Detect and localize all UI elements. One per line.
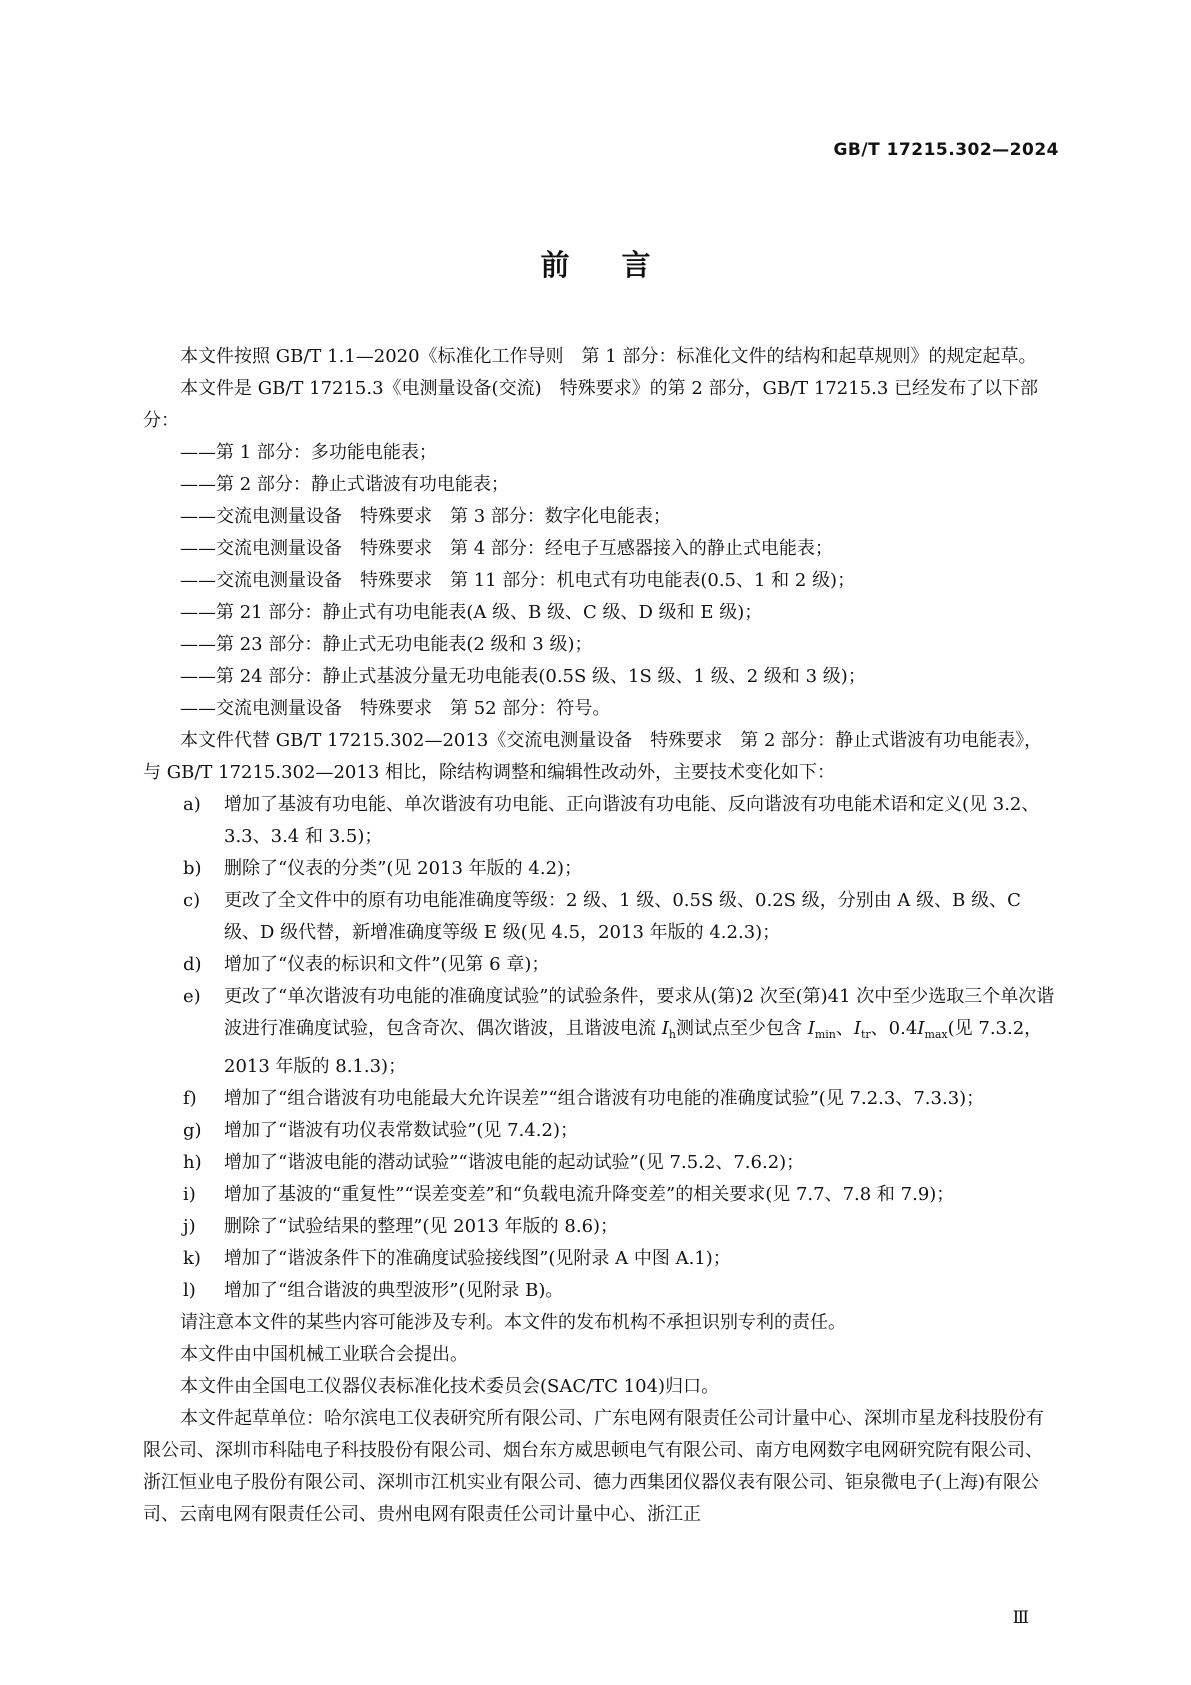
change-item: [143, 1147, 1057, 1179]
change-text: 增加了“谐波电能的潜动试验”“谐波电能的起动试验”(见 7.5.2、7.6.2)；: [224, 1152, 805, 1173]
change-label: l): [183, 1280, 196, 1301]
separator: 、0.4: [870, 1018, 918, 1039]
list-item-part: ——第 1 部分：多功能电能表；: [180, 442, 437, 463]
paragraph-patent-notice: 请注意本文件的某些内容可能涉及专利。本文件的发布机构不承担识别专利的责任。: [180, 1312, 846, 1333]
paragraph-proposer: 本文件由中国机械工业联合会提出。: [180, 1344, 468, 1365]
change-item: [143, 1275, 1057, 1307]
change-text: [224, 981, 1057, 1083]
change-e-text-c: (见 7.3.2，2013 年版的 8.1.3)；: [224, 1018, 1043, 1077]
change-item: [143, 1115, 1057, 1147]
paragraph-drafting-units: 本文件起草单位：哈尔滨电工仪表研究所有限公司、广东电网有限责任公司计量中心、深圳市星龙科技股份有限公司、深圳市科陆电子科技股份有限公司、烟台东方威思顿电气有限公司、南方电网数字电网研究院有限公司、浙江恒业电子股份有限公司、深圳市江机实业有限公司、德力西集团仪器仪表有限公司、钜泉微电子(上海)有限公司、云南电网有限责任公司、贵州电网有限责任公司计量中心、浙江正: [143, 1408, 1044, 1525]
document-body: [143, 341, 1057, 1531]
change-text: 更改了全文件中的原有功电能准确度等级：2 级、1 级、0.5S 级、0.2S 级，分别由 A 级、B 级、C 级、D 级代替，新增准确度等级 E 级(见 4.5，2013 年版的 4.2.3)；: [224, 890, 1021, 943]
change-label: h): [183, 1152, 202, 1173]
change-item: [143, 1243, 1057, 1275]
change-label: i): [183, 1184, 196, 1205]
list-item-part: ——第 2 部分：静止式谐波有功电能表；: [180, 474, 509, 495]
change-e-text-a: 更改了“单次谐波有功电能的准确度试验”的试验条件，要求从(第)2 次至(第)41 次中至少选取三个单次谐波进行准确度试验，包含奇次、偶次谐波，且谐波电流: [224, 986, 1055, 1039]
standard-number: GB/T 17215.302—2024: [833, 140, 1059, 160]
change-label: e): [183, 986, 201, 1007]
list-item-part: ——交流电测量设备 特殊要求 第 4 部分：经电子互感器接入的静止式电能表；: [180, 538, 833, 559]
page-number: Ⅲ: [1012, 1608, 1029, 1628]
change-label: j): [183, 1216, 196, 1237]
change-item: [143, 789, 1057, 853]
change-text: 增加了“组合谐波有功电能最大允许误差”“组合谐波有功电能的准确度试验”(见 7.2.3、7.3.3)；: [224, 1088, 985, 1109]
change-label: b): [183, 858, 202, 879]
subscript-tr: tr: [860, 1028, 871, 1041]
change-item: [143, 1211, 1057, 1243]
change-text: 增加了基波的“重复性”“误差变差”和“负载电流升降变差”的相关要求(见 7.7、7.8 和 7.9)；: [224, 1184, 955, 1205]
change-label: g): [183, 1120, 202, 1141]
subscript-min: min: [814, 1028, 836, 1041]
change-label: a): [183, 794, 201, 815]
change-text: 删除了“试验结果的整理”(见 2013 年版的 8.6)；: [224, 1216, 619, 1237]
list-item-part: ——交流电测量设备 特殊要求 第 11 部分：机电式有功电能表(0.5、1 和 2 级)；: [180, 570, 856, 591]
subscript-h: h: [668, 1028, 676, 1041]
list-item-part: ——交流电测量设备 特殊要求 第 52 部分：符号。: [180, 698, 611, 719]
list-item-part: ——第 21 部分：静止式有功电能表(A 级、B 级、C 级、D 级和 E 级)；: [180, 602, 763, 623]
change-item: [143, 885, 1057, 949]
change-label: k): [183, 1248, 201, 1269]
change-item: [143, 853, 1057, 885]
change-text: 删除了“仪表的分类”(见 2013 年版的 4.2)；: [224, 858, 583, 879]
paragraph-committee: 本文件由全国电工仪器仪表标准化技术委员会(SAC/TC 104)归口。: [180, 1376, 720, 1397]
change-item: [143, 1179, 1057, 1211]
paragraph-drafting-basis: 本文件按照 GB/T 1.1—2020《标准化工作导则 第 1 部分：标准化文件的结构和起草规则》的规定起草。: [180, 346, 1037, 367]
change-label: c): [183, 890, 201, 911]
page-title: 前言: [540, 248, 703, 282]
change-item: [143, 949, 1057, 981]
change-text: 增加了“谐波条件下的准确度试验接线图”(见附录 A 中图 A.1)；: [224, 1248, 731, 1269]
change-text: 增加了“仪表的标识和文件”(见第 6 章)；: [224, 954, 550, 975]
change-text: 增加了“组合谐波的典型波形”(见附录 B)。: [224, 1280, 564, 1301]
separator: 、: [835, 1018, 854, 1039]
change-e-text-b: 测试点至少包含: [675, 1018, 808, 1039]
list-item-part: ——交流电测量设备 特殊要求 第 3 部分：数字化电能表；: [180, 506, 671, 527]
subscript-max: max: [924, 1028, 948, 1041]
symbol-i: I: [917, 1018, 925, 1039]
list-item-part: ——第 24 部分：静止式基波分量无功电能表(0.5S 级、1S 级、1 级、2 级和 3 级)；: [180, 666, 866, 687]
change-text: 增加了基波有功电能、单次谐波有功电能、正向谐波有功电能、反向谐波有功电能术语和定义(见 3.2、3.3、3.4 和 3.5)；: [224, 794, 1040, 847]
symbol-i: I: [661, 1018, 669, 1039]
symbol-i: I: [807, 1018, 815, 1039]
change-text: 增加了“谐波有功仪表常数试验”(见 7.4.2)；: [224, 1120, 578, 1141]
paragraph-series-intro: 本文件是 GB/T 17215.3《电测量设备(交流) 特殊要求》的第 2 部分，GB/T 17215.3 已经发布了以下部分：: [143, 378, 1039, 431]
change-label: f): [183, 1088, 197, 1109]
change-label: d): [183, 954, 202, 975]
change-item-e: [143, 981, 1057, 1083]
list-item-part: ——第 23 部分：静止式无功电能表(2 级和 3 级)；: [180, 634, 593, 655]
paragraph-replacement: 本文件代替 GB/T 17215.302—2013《交流电测量设备 特殊要求 第 2 部分：静止式谐波有功电能表》，与 GB/T 17215.302—2013 相比，除结构调整和编辑性改动外，主要技术变化如下：: [143, 730, 1043, 783]
symbol-i: I: [853, 1018, 861, 1039]
change-item: [143, 1083, 1057, 1115]
